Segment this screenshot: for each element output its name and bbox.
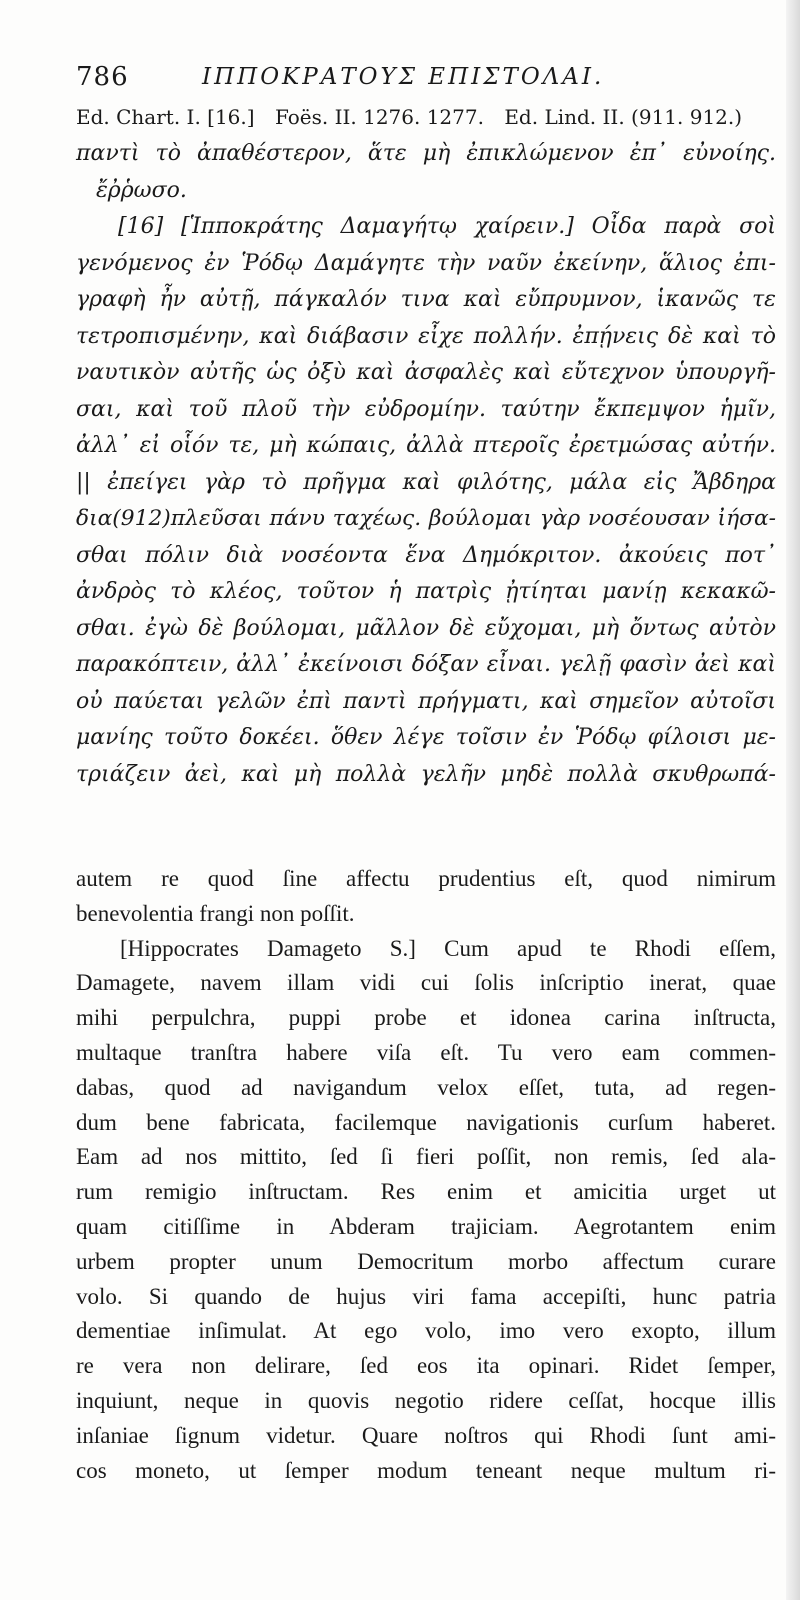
latin-line: urbem propter unum Democritum morbo affectum curare — [76, 1248, 776, 1274]
edition-chart-ref: Ed. Chart. I. [16.] — [76, 105, 255, 129]
latin-line: quam citiſſime in Abderam trajiciam. Aegrotantem enim — [76, 1213, 776, 1239]
greek-line: || ἐπείγει γὰρ τὸ πρῆγμα καὶ φιλότης, μάλα εἰς Ἄβδηρα — [76, 469, 776, 495]
page-number: 786 — [76, 62, 129, 92]
latin-line: mihi perpulchra, puppi probe et idonea carina inſtructa, — [76, 1005, 776, 1031]
latin-line: Damagete, navem illam vidi cui ſolis inſcriptio inerat, quae — [76, 970, 776, 996]
page-edge-shadow — [786, 0, 800, 1600]
greek-line: [16] [Ἱπποκράτης Δαμαγήτῳ χαίρειν.] Οἶδα παρὰ σοὶ — [118, 214, 776, 239]
greek-text-block — [76, 136, 776, 793]
greek-line: τετροπισμένην, καὶ διάβασιν εἶχε πολλήν. ἐπῄνεις δὲ καὶ τὸ — [76, 323, 776, 349]
greek-line: τριάζειν ἀεὶ, καὶ μὴ πολλὰ γελῆν μηδὲ πολλὰ σκυθρωπά- — [76, 761, 776, 787]
greek-line: δια(912)πλεῦσαι πάνυ ταχέως. βούλομαι γὰρ νοσέουσαν ἰήσα- — [76, 506, 776, 531]
latin-line: dementiae inſimulat. At ego volo, imo vero exopto, illum — [76, 1318, 776, 1344]
greek-line: παντὶ τὸ ἀπαθέστερον, ἅτε μὴ ἐπικλώμενον ἐπ᾽ εὐνοίης. — [76, 141, 776, 166]
latin-line: inquiunt, neque in quovis negotio ridere ceſſat, hocque illis — [76, 1387, 776, 1413]
greek-line: ἀνδρὸς τὸ κλέος, τοῦτον ἡ πατρὶς ᾐτίηται μανίῃ κεκακῶ- — [76, 579, 776, 604]
running-title: ΙΠΠΟΚΡΑΤΟΥΣ ΕΠΙΣΤΟΛΑΙ. — [202, 64, 605, 90]
latin-line: dum bene fabricata, facilemque navigationis curſum haberet. — [76, 1109, 776, 1135]
latin-line: rum remigio inſtructam. Res enim et amicitia urget ut — [76, 1179, 776, 1205]
latin-line: Eam ad nos mittito, ſed ſi fieri poſſit, non remis, ſed ala- — [76, 1144, 776, 1170]
greek-line: μανίης τοῦτο δοκέει. ὅθεν λέγε τοῖσιν ἐν Ῥόδῳ φίλοισι με- — [76, 725, 776, 750]
greek-line: ναυτικὸν αὐτῆς ὡς ὀξὺ καὶ ἀσφαλὲς καὶ εὔτεχνον ὑπουργῆ- — [76, 360, 776, 385]
greek-line: σθαι πόλιν διὰ νοσέοντα ἕνα Δημόκριτον. ἀκούεις ποτ᾽ — [76, 542, 776, 568]
greek-line: γενόμενος ἐν Ῥόδῳ Δαμάγητε τὴν ναῦν ἐκείνην, ἅλιος ἐπι- — [76, 250, 776, 276]
greek-line: παρακόπτειν, ἀλλ᾽ ἐκείνοισι δόξαν εἶναι. γελῇ φασὶν ἀεὶ καὶ — [76, 652, 776, 677]
greek-line: γραφὴ ἦν αὐτῇ, πάγκαλόν τινα καὶ εὔπρυμνον, ἱκανῶς τε — [76, 287, 776, 312]
latin-line: re vera non delirare, ſed eos ita opinari. Ridet ſemper, — [76, 1353, 776, 1379]
page-header — [76, 62, 766, 102]
greek-line: ἀλλ᾽ εἰ οἷόν τε, μὴ κώπαις, ἀλλὰ πτεροῖς ἐρετμώσας αὐτήν. — [76, 433, 776, 458]
latin-line: benevolentia frangi non poſſit. — [76, 900, 355, 926]
latin-line: volo. Si quando de hujus viri fama accepiſti, hunc patria — [76, 1283, 776, 1309]
greek-line: σαι, καὶ τοῦ πλοῦ τὴν εὐδρομίην. ταύτην ἔκπεμψον ἡμῖν, — [76, 396, 776, 422]
greek-line: σθαι. ἐγὼ δὲ βούλομαι, μᾶλλον δὲ εὔχομαι, μὴ ὄντως αὐτὸν — [76, 615, 776, 641]
greek-line: ἔῤῥωσο. — [96, 177, 187, 203]
edition-foes-ref: Foës. II. 1276. 1277. — [274, 105, 484, 129]
latin-line: autem re quod ſine affectu prudentius eſt, quod nimirum — [76, 866, 776, 891]
latin-line: [Hippocrates Damageto S.] Cum apud te Rhodi eſſem, — [120, 935, 776, 961]
edition-references — [76, 105, 776, 129]
latin-line: cos moneto, ut ſemper modum teneant neque multum ri- — [76, 1457, 776, 1483]
edition-lind-ref: Ed. Lind. II. (911. 912.) — [504, 105, 743, 129]
latin-line: inſaniae ſignum videtur. Quare noſtros qui Rhodi ſunt ami- — [76, 1422, 776, 1448]
latin-line: multaque tranſtra habere viſa eſt. Tu vero eam commen- — [76, 1039, 776, 1065]
greek-line: οὐ παύεται γελῶν ἐπὶ παντὶ πρήγματι, καὶ σημεῖον αὐτοῖσι — [76, 688, 776, 714]
latin-text-block — [76, 862, 776, 1488]
latin-line: dabas, quod ad navigandum velox eſſet, tuta, ad regen- — [76, 1074, 776, 1100]
